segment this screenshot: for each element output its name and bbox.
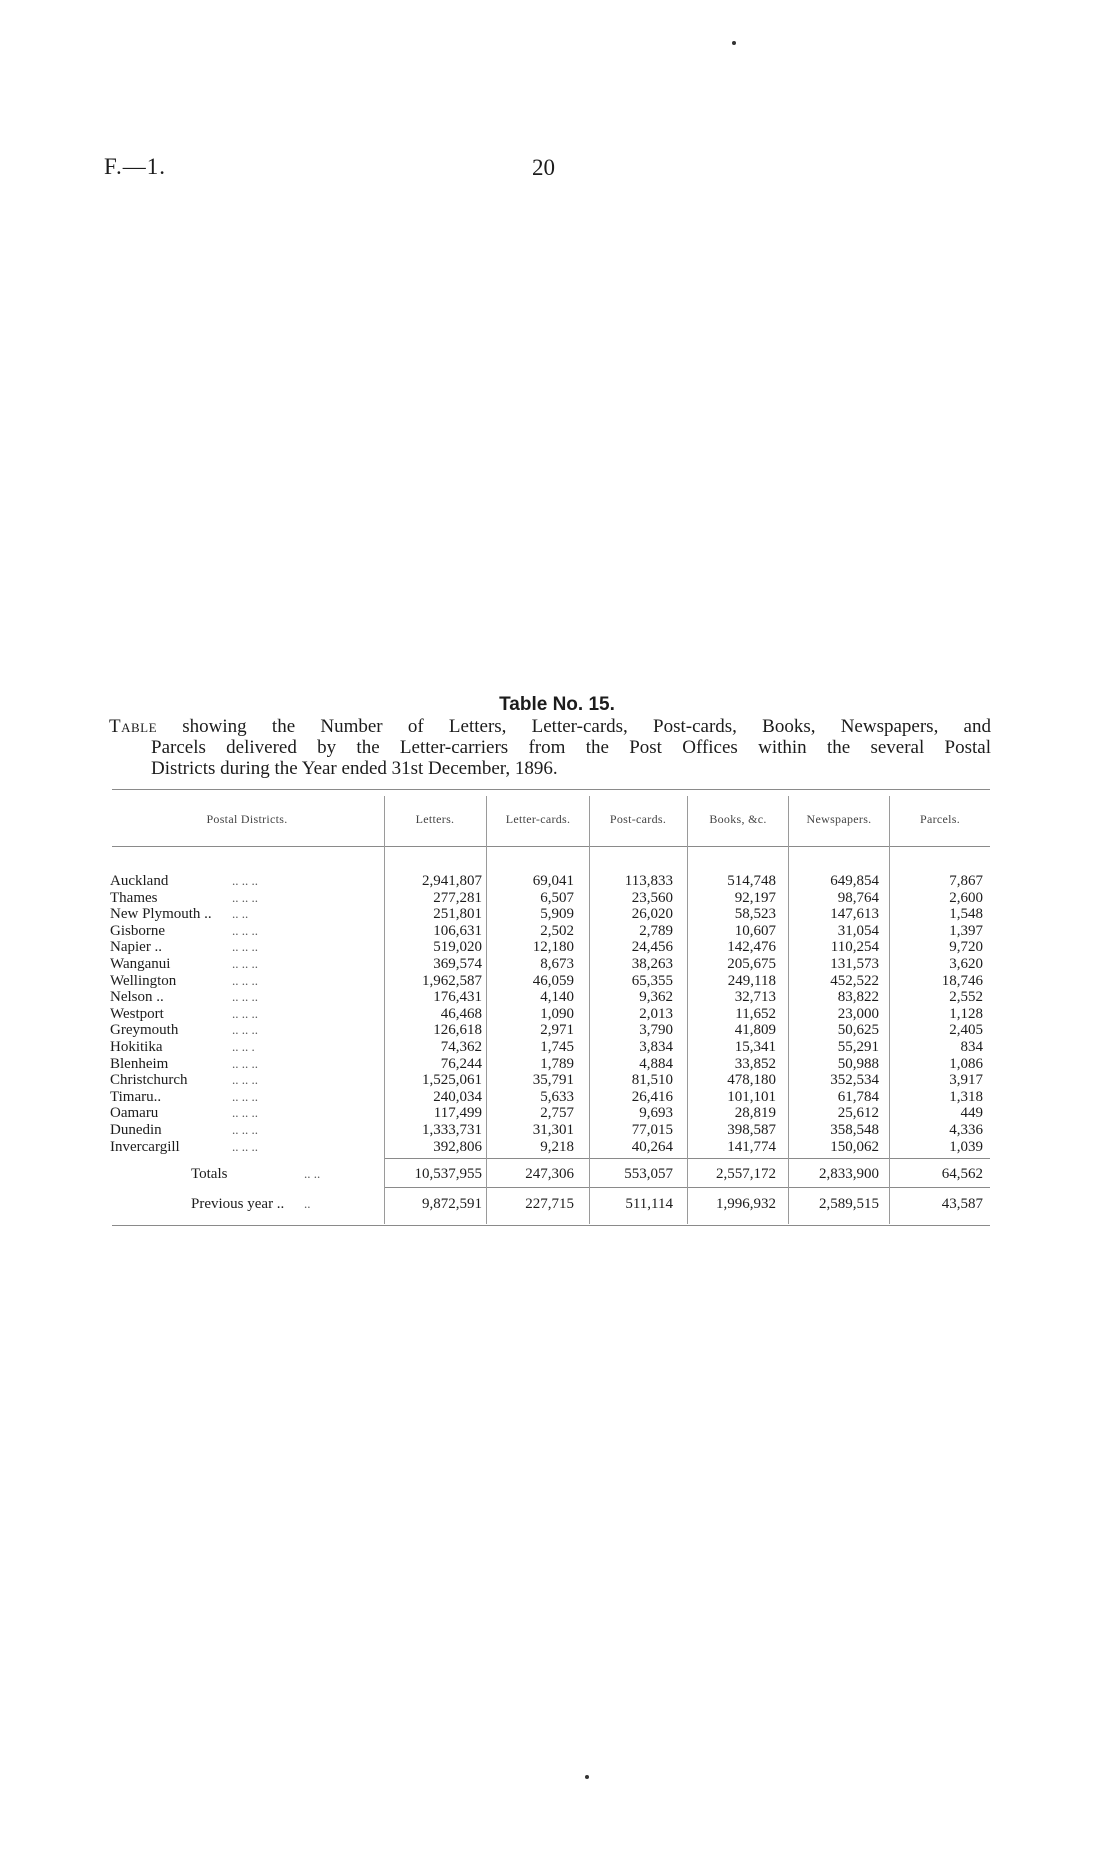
cell-post-cards: 26,416 xyxy=(631,1088,673,1105)
cell-newspapers: 25,612 xyxy=(837,1105,879,1122)
cell-newspapers: 98,764 xyxy=(837,889,879,906)
page-number: 20 xyxy=(532,155,555,180)
column-header-letter-cards: Letter-cards. xyxy=(505,812,571,826)
district-name: Previous year .. xyxy=(191,1196,285,1212)
column-header-books: Books, &c. xyxy=(709,812,767,826)
district-name: Blenheim xyxy=(110,1055,169,1072)
district-name: Gisborne xyxy=(110,922,165,939)
page-reference: F.—1. xyxy=(104,154,166,179)
cell-post-cards: 9,693 xyxy=(639,1105,673,1122)
cell-letter-cards: 1,789 xyxy=(540,1055,574,1072)
cell-newspapers: 110,254 xyxy=(830,939,879,956)
cell-parcels: 43,587 xyxy=(941,1196,983,1212)
cell-letters: 392,806 xyxy=(433,1138,482,1155)
leader-dots: .. .. .. xyxy=(232,989,258,1005)
cell-parcels: 9,720 xyxy=(949,939,983,956)
cell-post-cards: 65,355 xyxy=(631,972,673,989)
leader-dots: .. .. .. xyxy=(232,889,258,905)
scan-speck xyxy=(732,41,736,45)
cell-letter-cards: 5,633 xyxy=(540,1088,574,1105)
cell-letters: 176,431 xyxy=(433,989,482,1006)
cell-letter-cards: 46,059 xyxy=(532,972,574,989)
cell-parcels: 1,039 xyxy=(949,1138,983,1155)
cell-letters: 519,020 xyxy=(433,939,482,956)
cell-books: 15,341 xyxy=(734,1039,776,1055)
cell-parcels: 2,600 xyxy=(949,889,983,906)
caption-lead: Table xyxy=(109,716,158,737)
cell-post-cards: 9,362 xyxy=(639,989,673,1006)
cell-parcels: 18,746 xyxy=(941,972,983,989)
cell-letters: 10,537,955 xyxy=(414,1166,482,1182)
cell-letter-cards: 1,090 xyxy=(540,1005,574,1022)
cell-books: 398,587 xyxy=(727,1122,776,1138)
leader-dots: .. .. .. xyxy=(232,1105,258,1121)
cell-letters: 1,962,587 xyxy=(422,972,482,989)
cell-parcels: 1,397 xyxy=(949,922,983,939)
leader-dots: .. .. .. xyxy=(232,1022,258,1038)
table-top-rule xyxy=(112,789,990,790)
cell-letter-cards: 227,715 xyxy=(525,1196,574,1212)
cell-letters: 1,333,731 xyxy=(422,1122,482,1138)
leader-dots: .. .. .. xyxy=(232,873,258,888)
cell-newspapers: 23,000 xyxy=(837,1005,879,1022)
cell-letters: 2,941,807 xyxy=(422,873,482,889)
cell-letters: 277,281 xyxy=(433,889,482,906)
leader-dots: .. .. .. xyxy=(232,1072,258,1088)
cell-newspapers: 358,548 xyxy=(830,1122,879,1138)
district-name: Christchurch xyxy=(110,1072,188,1089)
cell-letters: 106,631 xyxy=(433,922,482,939)
cell-books: 205,675 xyxy=(727,956,776,972)
column-header-post-cards: Post-cards. xyxy=(609,812,667,826)
cell-books: 2,557,172 xyxy=(716,1166,776,1182)
cell-letter-cards: 35,791 xyxy=(532,1072,574,1089)
cell-books: 11,652 xyxy=(735,1005,776,1022)
cell-books: 10,607 xyxy=(734,922,776,939)
cell-parcels: 1,128 xyxy=(949,1005,983,1022)
cell-books: 58,523 xyxy=(734,906,776,923)
totals-row xyxy=(0,1166,1114,1182)
table-row xyxy=(0,939,1114,955)
table-row xyxy=(0,890,1114,906)
cell-newspapers: 31,054 xyxy=(837,922,879,939)
cell-newspapers: 452,522 xyxy=(830,972,879,989)
cell-newspapers: 50,625 xyxy=(837,1022,879,1039)
leader-dots: .. .. .. xyxy=(232,1138,258,1154)
cell-post-cards: 113,833 xyxy=(624,873,673,889)
table-row xyxy=(0,989,1114,1005)
cell-post-cards: 553,057 xyxy=(624,1166,673,1182)
cell-newspapers: 150,062 xyxy=(830,1138,879,1155)
column-header-letters: Letters. xyxy=(415,812,455,826)
cell-letters: 126,618 xyxy=(433,1022,482,1039)
cell-post-cards: 4,884 xyxy=(639,1055,673,1072)
cell-letter-cards: 2,757 xyxy=(540,1105,574,1122)
cell-post-cards: 24,456 xyxy=(631,939,673,956)
cell-parcels: 3,620 xyxy=(949,956,983,972)
cell-letters: 74,362 xyxy=(440,1039,482,1055)
table-row xyxy=(0,906,1114,922)
previous-year-row xyxy=(0,1196,1114,1212)
district-name: Thames xyxy=(110,889,158,906)
leader-dots: .. .. .. xyxy=(232,956,258,971)
district-name: Invercargill xyxy=(110,1138,180,1155)
caption-line: Districts during the Year ended 31st December, 1896. xyxy=(151,758,558,779)
cell-post-cards: 26,020 xyxy=(631,906,673,923)
cell-books: 249,118 xyxy=(727,972,776,989)
district-name: Totals xyxy=(191,1166,228,1182)
cell-post-cards: 81,510 xyxy=(631,1072,673,1089)
table-row xyxy=(0,1056,1114,1072)
district-name: Wellington xyxy=(110,972,177,989)
cell-newspapers: 131,573 xyxy=(830,956,879,972)
district-name: Oamaru xyxy=(110,1105,159,1122)
cell-post-cards: 3,834 xyxy=(639,1039,673,1055)
cell-books: 142,476 xyxy=(727,939,776,956)
district-name: Dunedin xyxy=(110,1122,162,1138)
cell-books: 28,819 xyxy=(734,1105,776,1122)
leader-dots: .. .. xyxy=(304,1166,321,1181)
leader-dots: .. .. .. xyxy=(232,1122,258,1137)
cell-newspapers: 2,833,900 xyxy=(819,1166,879,1182)
leader-dots: .. .. .. xyxy=(232,972,258,988)
table-row xyxy=(0,1105,1114,1121)
cell-books: 141,774 xyxy=(727,1138,776,1155)
cell-letter-cards: 1,745 xyxy=(540,1039,574,1055)
leader-dots: .. .. xyxy=(232,906,249,922)
cell-letter-cards: 4,140 xyxy=(540,989,574,1006)
cell-parcels: 1,548 xyxy=(949,906,983,923)
cell-letters: 369,574 xyxy=(433,956,482,972)
scan-speck xyxy=(585,1775,589,1779)
district-name: Wanganui xyxy=(110,956,171,972)
district-name: Hokitika xyxy=(110,1039,163,1055)
cell-letters: 1,525,061 xyxy=(422,1072,482,1089)
cell-letter-cards: 12,180 xyxy=(532,939,574,956)
cell-letter-cards: 69,041 xyxy=(532,873,574,889)
cell-parcels: 3,917 xyxy=(949,1072,983,1089)
table-row xyxy=(0,1039,1114,1055)
cell-letter-cards: 31,301 xyxy=(532,1122,574,1138)
cell-post-cards: 2,789 xyxy=(639,922,673,939)
cell-post-cards: 40,264 xyxy=(631,1138,673,1155)
table-title: Table No. 15. xyxy=(499,694,615,715)
cell-letters: 240,034 xyxy=(433,1088,482,1105)
table-row xyxy=(0,873,1114,889)
cell-letter-cards: 9,218 xyxy=(540,1138,574,1155)
cell-books: 1,996,932 xyxy=(716,1196,776,1212)
table-row xyxy=(0,1022,1114,1038)
column-header-parcels: Parcels. xyxy=(919,812,961,826)
cell-post-cards: 511,114 xyxy=(625,1196,673,1212)
cell-parcels: 449 xyxy=(960,1105,983,1122)
cell-parcels: 834 xyxy=(960,1039,983,1055)
leader-dots: .. .. .. xyxy=(232,1005,258,1021)
district-name: Greymouth xyxy=(110,1022,179,1039)
district-name: Westport xyxy=(110,1005,164,1022)
cell-books: 478,180 xyxy=(727,1072,776,1089)
cell-books: 92,197 xyxy=(734,889,776,906)
cell-parcels: 64,562 xyxy=(941,1166,983,1182)
cell-books: 33,852 xyxy=(734,1055,776,1072)
cell-letter-cards: 2,971 xyxy=(540,1022,574,1039)
table-bottom-rule xyxy=(112,1225,990,1226)
leader-dots: .. xyxy=(304,1196,311,1211)
cell-newspapers: 147,613 xyxy=(830,906,879,923)
cell-parcels: 4,336 xyxy=(949,1122,983,1138)
table-row xyxy=(0,973,1114,989)
cell-letter-cards: 6,507 xyxy=(540,889,574,906)
cell-letter-cards: 8,673 xyxy=(540,956,574,972)
cell-parcels: 1,086 xyxy=(949,1055,983,1072)
cell-post-cards: 3,790 xyxy=(639,1022,673,1039)
table-row xyxy=(0,1006,1114,1022)
cell-newspapers: 649,854 xyxy=(830,873,879,889)
cell-parcels: 7,867 xyxy=(949,873,983,889)
cell-newspapers: 83,822 xyxy=(837,989,879,1006)
cell-newspapers: 50,988 xyxy=(837,1055,879,1072)
cell-post-cards: 2,013 xyxy=(639,1005,673,1022)
column-header-newspapers: Newspapers. xyxy=(806,812,872,826)
leader-dots: .. .. .. xyxy=(232,922,258,938)
district-name: Auckland xyxy=(110,873,169,889)
leader-dots: .. .. . xyxy=(232,1039,255,1054)
cell-books: 41,809 xyxy=(734,1022,776,1039)
cell-post-cards: 38,263 xyxy=(631,956,673,972)
header-bottom-rule xyxy=(112,846,990,847)
cell-letter-cards: 5,909 xyxy=(540,906,574,923)
cell-books: 514,748 xyxy=(727,873,776,889)
table-caption xyxy=(109,716,991,779)
cell-parcels: 2,405 xyxy=(949,1022,983,1039)
cell-letters: 9,872,591 xyxy=(422,1196,482,1212)
cell-letters: 117,499 xyxy=(433,1105,482,1122)
table-row xyxy=(0,1072,1114,1088)
cell-books: 101,101 xyxy=(727,1088,776,1105)
leader-dots: .. .. .. xyxy=(232,939,258,955)
table-row xyxy=(0,1139,1114,1155)
district-name: Nelson .. xyxy=(110,989,164,1006)
cell-letters: 46,468 xyxy=(440,1005,482,1022)
leader-dots: .. .. .. xyxy=(232,1088,258,1104)
cell-letters: 251,801 xyxy=(433,906,482,923)
cell-letter-cards: 2,502 xyxy=(540,922,574,939)
district-name: Timaru.. xyxy=(110,1088,162,1105)
cell-newspapers: 2,589,515 xyxy=(819,1196,879,1212)
table-row xyxy=(0,956,1114,972)
cell-letters: 76,244 xyxy=(440,1055,482,1072)
caption-line: Parcels delivered by the Letter-carriers from the Post Offices within the several Postal xyxy=(151,737,991,758)
cell-newspapers: 61,784 xyxy=(837,1088,879,1105)
cell-parcels: 1,318 xyxy=(949,1088,983,1105)
cell-books: 32,713 xyxy=(734,989,776,1006)
caption-line: showing the Number of Letters, Letter-cards, Post-cards, Books, Newspapers, and xyxy=(182,716,991,737)
table-row xyxy=(0,923,1114,939)
cell-newspapers: 352,534 xyxy=(830,1072,879,1089)
district-name: Napier .. xyxy=(110,939,163,956)
cell-parcels: 2,552 xyxy=(949,989,983,1006)
table-row xyxy=(0,1122,1114,1138)
cell-newspapers: 55,291 xyxy=(837,1039,879,1055)
cell-post-cards: 77,015 xyxy=(631,1122,673,1138)
column-header-districts: Postal Districts. xyxy=(206,812,288,826)
table-row xyxy=(0,1089,1114,1105)
cell-post-cards: 23,560 xyxy=(631,889,673,906)
district-name: New Plymouth .. xyxy=(110,906,212,923)
cell-letter-cards: 247,306 xyxy=(525,1166,574,1182)
leader-dots: .. .. .. xyxy=(232,1055,258,1071)
